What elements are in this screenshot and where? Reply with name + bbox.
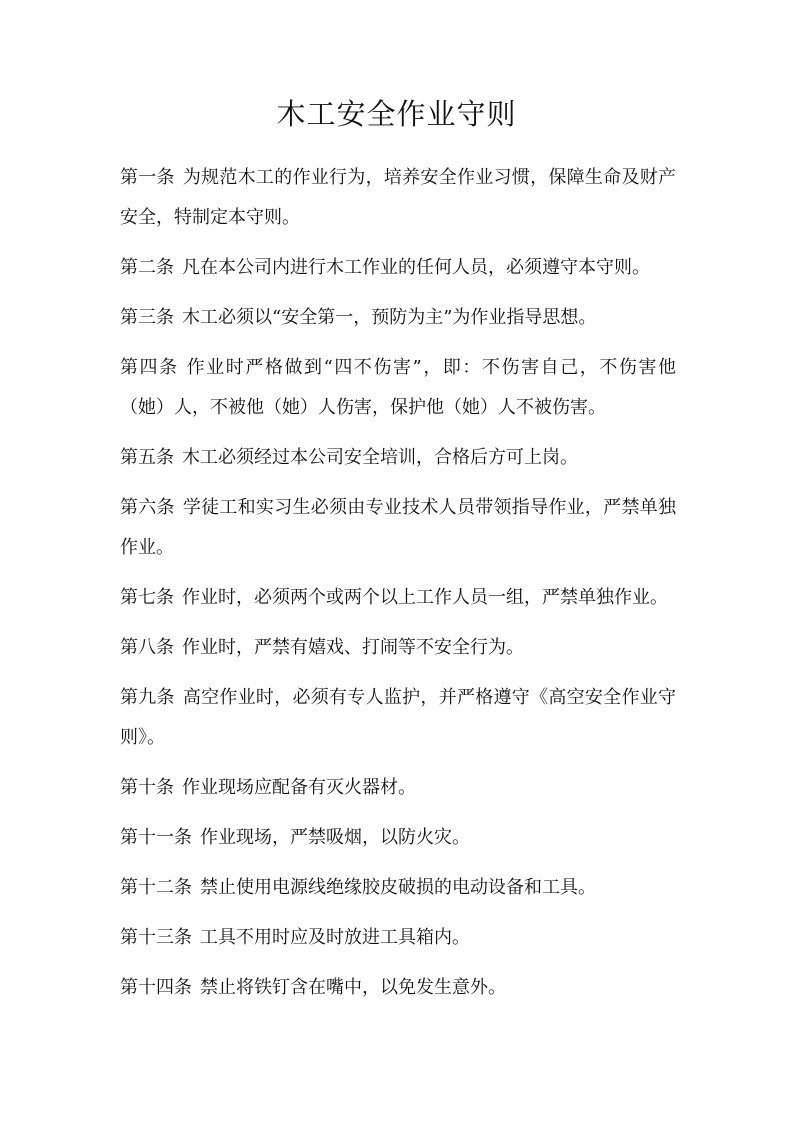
article-number: 第十一条: [120, 827, 192, 848]
article-text: 学徒工和实习生必须由专业技术人员带领指导作业，严禁单独作业。: [120, 497, 676, 558]
article-text: 凡在本公司内进行木工作业的任何人员，必须遵守本守则。: [182, 257, 650, 278]
article-text: 作业现场应配备有灭火器材。: [182, 777, 416, 798]
article-number: 第四条: [120, 357, 179, 378]
article-text: 工具不用时应及时放进工具箱内。: [200, 927, 470, 948]
article-number: 第十四条: [120, 977, 192, 998]
article-number: 第十二条: [120, 877, 192, 898]
article-13: [120, 918, 676, 958]
article-text: 作业时，必须两个或两个以上工作人员一组，严禁单独作业。: [182, 587, 668, 608]
article-text: 为规范木工的作业行为，培养安全作业习惯，保障生命及财产安全，特制定本守则。: [120, 167, 676, 228]
article-number: 第十三条: [120, 927, 192, 948]
article-number: 第三条: [120, 307, 174, 328]
article-9: [120, 678, 676, 758]
article-number: 第九条: [120, 687, 175, 708]
article-10: [120, 768, 676, 808]
article-11: [120, 818, 676, 858]
document-title: 木工安全作业守则: [276, 97, 517, 131]
article-8: [120, 628, 676, 668]
article-text: 作业时，严禁有嬉戏、打闹等不安全行为。: [182, 637, 524, 658]
article-text: 作业现场，严禁吸烟，以防火灾。: [200, 827, 470, 848]
article-3: [120, 298, 676, 338]
article-text: 木工必须以“安全第一，预防为主”为作业指导思想。: [182, 307, 597, 328]
article-list: [120, 158, 676, 1018]
article-text: 禁止使用电源线绝缘胶皮破损的电动设备和工具。: [200, 877, 596, 898]
article-number: 第七条: [120, 587, 174, 608]
article-2: [120, 248, 676, 288]
article-number: 第二条: [120, 257, 174, 278]
article-5: [120, 438, 676, 478]
article-number: 第六条: [120, 497, 175, 518]
article-number: 第十条: [120, 777, 174, 798]
article-14: [120, 968, 676, 1008]
article-number: 第一条: [120, 167, 175, 188]
article-1: [120, 158, 676, 238]
article-text: 木工必须经过本公司安全培训，合格后方可上岗。: [182, 447, 578, 468]
article-number: 第五条: [120, 447, 174, 468]
article-4: [120, 348, 676, 428]
article-number: 第八条: [120, 637, 174, 658]
article-text: 禁止将铁钉含在嘴中，以免发生意外。: [200, 977, 506, 998]
article-text: 作业时严格做到“四不伤害”，即：不伤害自己，不伤害他（她）人，不被他（她）人伤害，保护他（她）人不被伤害。: [120, 357, 676, 418]
article-6: [120, 488, 676, 568]
article-12: [120, 868, 676, 908]
article-7: [120, 578, 676, 618]
article-text: 高空作业时，必须有专人监护，并严格遵守《高空安全作业守则》。: [120, 687, 676, 748]
